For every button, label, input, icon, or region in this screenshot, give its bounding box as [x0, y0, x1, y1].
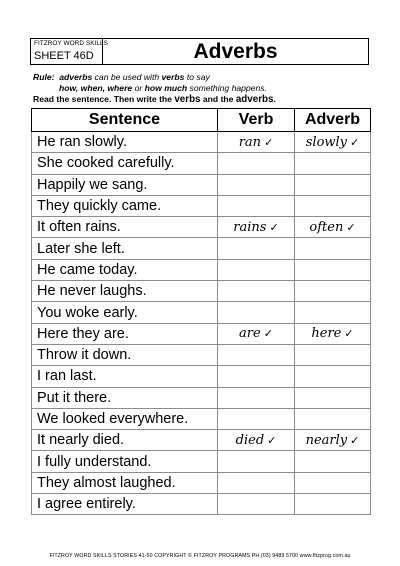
table-row — [32, 153, 371, 174]
verb-answer-text: are — [239, 326, 261, 342]
adverb-answer-text: slowly — [305, 134, 348, 150]
rule-word-how-much: how much — [144, 82, 188, 93]
adverb-answer-cell[interactable] — [295, 195, 371, 216]
sentence-cell: He never laughs. — [32, 281, 218, 302]
adverb-answer-cell[interactable] — [295, 153, 371, 174]
sentence-cell: Throw it down. — [32, 344, 218, 365]
table-row — [32, 451, 371, 472]
adverb-answer-cell[interactable] — [295, 302, 371, 323]
adverb-answer-cell[interactable] — [295, 323, 371, 344]
verb-answer-cell[interactable] — [218, 451, 295, 472]
table-row — [32, 323, 371, 344]
adverb-answer-cell[interactable] — [295, 259, 371, 280]
table-header-row — [32, 109, 371, 132]
table-row — [32, 366, 371, 387]
instruction-text — [33, 94, 276, 105]
page-title: Adverbs — [193, 39, 278, 63]
rule-text-part: to say — [184, 72, 210, 82]
sentence-cell: They almost laughed. — [32, 472, 218, 493]
adverb-answer-text: here — [311, 326, 342, 342]
sentence-cell: I ran last. — [32, 366, 218, 387]
adverb-answer-cell[interactable] — [295, 281, 371, 302]
adverb-answer-cell[interactable] — [295, 132, 371, 153]
column-header-verb: Verb — [218, 109, 295, 132]
check-mark-icon: ✓ — [269, 220, 279, 234]
sentence-cell: Here they are. — [32, 323, 218, 344]
verb-answer-cell[interactable] — [218, 259, 295, 280]
sentence-cell: You woke early. — [32, 302, 218, 323]
table-row — [32, 217, 371, 238]
rule-word-adverbs: adverbs — [59, 72, 93, 82]
instruction-word-verbs: verbs — [174, 94, 201, 105]
adverb-answer-cell[interactable] — [295, 366, 371, 387]
check-mark-icon: ✓ — [263, 327, 273, 341]
instruction-word-adverbs: adverbs — [235, 94, 274, 105]
sentence-cell: They quickly came. — [32, 195, 218, 216]
table-row — [32, 238, 371, 259]
table-row — [32, 408, 371, 429]
adverb-answer-cell[interactable] — [295, 387, 371, 408]
verb-answer-cell[interactable] — [218, 323, 295, 344]
worksheet-header — [30, 38, 369, 65]
sentence-cell: She cooked carefully. — [32, 153, 218, 174]
sentence-cell: We looked everywhere. — [32, 408, 218, 429]
rule-word-how-when-where: how, when, where — [59, 82, 133, 93]
verb-answer-text: died — [235, 432, 265, 448]
check-mark-icon: ✓ — [346, 220, 356, 234]
table-row — [32, 195, 371, 216]
table-row — [32, 344, 371, 365]
worksheet-table — [31, 108, 371, 515]
table-row — [32, 259, 371, 280]
verb-answer-cell[interactable] — [218, 217, 295, 238]
verb-answer-text: ran — [238, 134, 262, 150]
adverb-answer-cell[interactable] — [295, 408, 371, 429]
table-row — [32, 430, 371, 451]
sentence-cell: Later she left. — [32, 238, 218, 259]
adverb-answer-cell[interactable] — [295, 494, 371, 515]
column-header-sentence: Sentence — [32, 109, 218, 132]
sheet-id-box — [30, 38, 108, 65]
instruction-part: . — [273, 94, 276, 104]
verb-answer-cell[interactable] — [218, 494, 295, 515]
verb-answer-cell[interactable] — [218, 366, 295, 387]
table-row — [32, 281, 371, 302]
sheet-number: SHEET 46D — [34, 50, 94, 62]
sentence-cell: It nearly died. — [32, 430, 218, 451]
instruction-part: Read the sentence. Then write the — [33, 94, 175, 104]
check-mark-icon: ✓ — [267, 433, 277, 447]
footer-copyright: FITZROY WORD SKILLS STORIES 41-50 COPYRIGHT © FITZROY PROGRAMS PH (03) 9489 5700 www.fitzprog.com.au — [49, 553, 351, 559]
verb-answer-cell[interactable] — [218, 430, 295, 451]
rule-text — [33, 72, 378, 93]
verb-answer-cell[interactable] — [218, 195, 295, 216]
adverb-answer-cell[interactable] — [295, 238, 371, 259]
adverb-answer-text: often — [309, 219, 344, 235]
check-mark-icon: ✓ — [350, 433, 360, 447]
table-row — [32, 174, 371, 195]
verb-answer-cell[interactable] — [218, 302, 295, 323]
rule-word-verbs: verbs — [161, 72, 185, 82]
column-header-adverb: Adverb — [295, 109, 371, 132]
verb-answer-cell[interactable] — [218, 408, 295, 429]
adverb-answer-cell[interactable] — [295, 451, 371, 472]
sentence-cell: He came today. — [32, 259, 218, 280]
verb-answer-cell[interactable] — [218, 153, 295, 174]
instruction-part: and the — [200, 94, 236, 104]
sentence-cell: He ran slowly. — [32, 132, 218, 153]
rule-text-part: or — [132, 82, 145, 93]
table-row — [32, 472, 371, 493]
series-name: FITZROY WORD SKILLS — [34, 40, 108, 47]
sentence-cell: It often rains. — [32, 217, 218, 238]
adverb-answer-text: nearly — [305, 432, 348, 448]
table-row — [32, 302, 371, 323]
verb-answer-cell[interactable] — [218, 281, 295, 302]
sentence-cell: I agree entirely. — [32, 494, 218, 515]
verb-answer-cell[interactable] — [218, 472, 295, 493]
adverb-answer-cell[interactable] — [295, 430, 371, 451]
verb-answer-cell[interactable] — [218, 344, 295, 365]
check-mark-icon: ✓ — [264, 135, 274, 149]
rule-text-part: something happens. — [187, 82, 267, 93]
sentence-cell: Happily we sang. — [32, 174, 218, 195]
table-row — [32, 387, 371, 408]
verb-answer-text: rains — [233, 219, 267, 235]
rule-text-part: can be used with — [92, 72, 162, 82]
sentence-cell: Put it there. — [32, 387, 218, 408]
table-row — [32, 494, 371, 515]
adverb-answer-cell[interactable] — [295, 472, 371, 493]
sentence-cell: I fully understand. — [32, 451, 218, 472]
title-box — [102, 38, 369, 65]
rule-label: Rule: — [33, 72, 55, 82]
verb-answer-cell[interactable] — [218, 132, 295, 153]
verb-answer-cell[interactable] — [218, 174, 295, 195]
adverb-answer-cell[interactable] — [295, 344, 371, 365]
adverb-answer-cell[interactable] — [295, 217, 371, 238]
check-mark-icon: ✓ — [344, 327, 354, 341]
verb-answer-cell[interactable] — [218, 238, 295, 259]
check-mark-icon: ✓ — [350, 135, 360, 149]
verb-answer-cell[interactable] — [218, 387, 295, 408]
table-row — [32, 132, 371, 153]
adverb-answer-cell[interactable] — [295, 174, 371, 195]
